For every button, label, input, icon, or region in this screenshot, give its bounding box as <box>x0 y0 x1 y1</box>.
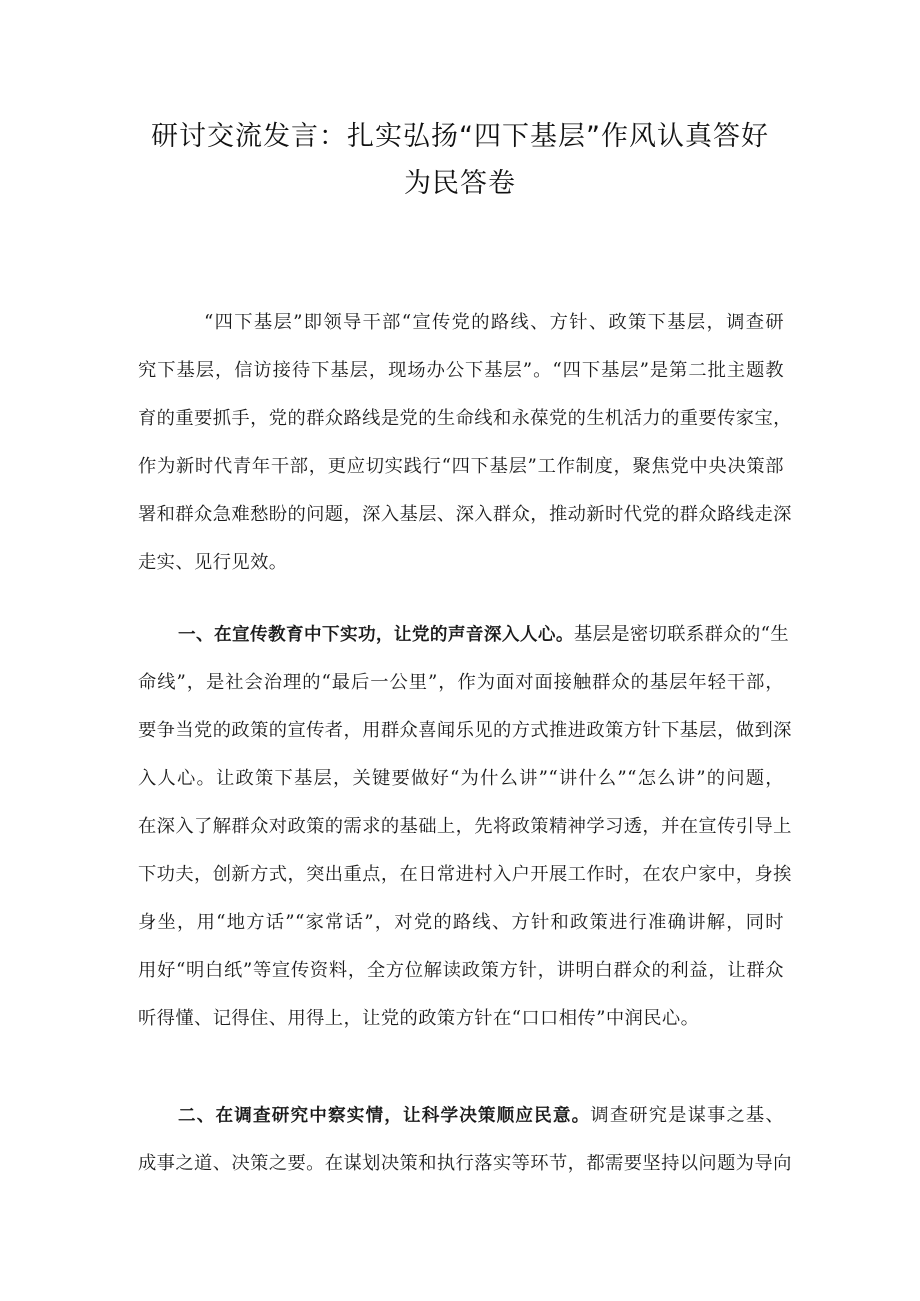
paragraph-line: 要争当党的政策的宣传者，用群众喜闻乐见的方式推进政策方针下基层，做到深 <box>138 720 792 741</box>
paragraph-line: 下功夫，创新方式，突出重点，在日常进村入户开展工作时，在农户家中，身挨 <box>138 864 792 885</box>
paragraph-line: 走实、见行见效。 <box>138 552 288 573</box>
paragraph-line: 成事之道、决策之要。在谋划决策和执行落实等环节，都需要坚持以问题为导向 <box>138 1153 792 1174</box>
paragraph-line: 育的重要抓手，党的群众路线是党的生命线和永葆党的生机活力的重要传家宝， <box>138 408 792 429</box>
paragraph-line: 用好“明白纸”等宣传资料，全方位解读政策方针，讲明白群众的利益，让群众 <box>138 960 784 981</box>
paragraph-line: 命线”，是社会治理的“最后一公里”，作为面对面接触群众的基层年轻干部， <box>138 672 784 693</box>
paragraph-line: “四下基层”即领导干部“宣传党的路线、方针、政策下基层，调查研 <box>204 312 784 333</box>
paragraph-line: 听得懂、记得住、用得上，让党的政策方针在“口口相传”中润民心。 <box>138 1008 700 1029</box>
document-title-line-2: 为民答卷 <box>404 168 516 199</box>
document-title-line-1: 研讨交流发言：扎实弘扬“四下基层”作风认真答好 <box>151 121 769 152</box>
paragraph-line: 究下基层，信访接待下基层，现场办公下基层”。“四下基层”是第二批主题教 <box>138 360 784 381</box>
section-1-first-line-text: 基层是密切联系群众的“生 <box>573 624 790 645</box>
intro-paragraph <box>138 299 792 587</box>
section-1-heading: 一、在宣传教育中下实功，让党的声音深入人心。 <box>178 625 574 645</box>
paragraph-line: 作为新时代青年干部，更应切实践行“四下基层”工作制度，聚焦党中央决策部 <box>138 456 784 477</box>
section-1-paragraph <box>138 611 792 1043</box>
paragraph-line <box>138 1092 784 1140</box>
section-2-first-line-text: 调查研究是谋事之基、 <box>590 1105 785 1126</box>
paragraph-line: 入人心。让政策下基层，关键要做好“为什么讲”“讲什么”“怎么讲”的问题， <box>138 768 784 789</box>
paragraph-line <box>138 611 790 659</box>
section-2-heading: 二、在调查研究中察实情，让科学决策顺应民意。 <box>178 1106 591 1126</box>
paragraph-line: 在深入了解群众对政策的需求的基础上，先将政策精神学习透，并在宣传引导上 <box>138 816 792 837</box>
section-2-paragraph <box>138 1092 792 1188</box>
paragraph-line: 身坐，用“地方话”“家常话”，对党的路线、方针和政策进行准确讲解，同时 <box>138 912 784 933</box>
paragraph-line: 署和群众急难愁盼的问题，深入基层、深入群众，推动新时代党的群众路线走深 <box>138 504 792 525</box>
